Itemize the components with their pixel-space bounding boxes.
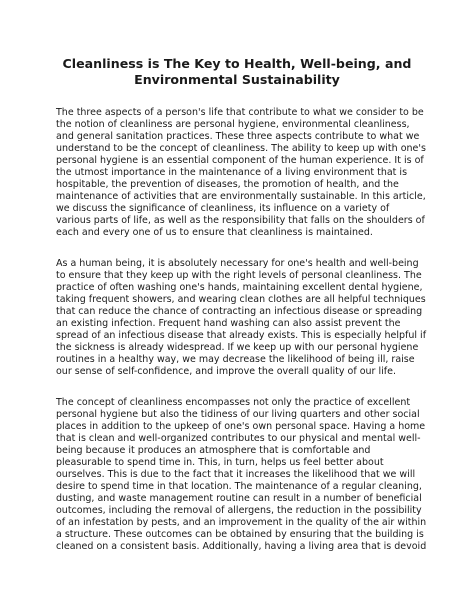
paragraph-line: each and every one of us to ensure that cleanliness is maintained.	[56, 227, 373, 238]
paragraph-line: desire to spend time in that location. The maintenance of a regular cleaning,	[56, 481, 422, 492]
paragraph-intro	[56, 107, 432, 239]
paragraph-line: we discuss the significance of cleanliness, its influence on a variety of	[56, 203, 390, 214]
paragraph-line: understand to be the concept of cleanliness. The ability to keep up with one's	[56, 143, 426, 154]
paragraph-line: places in addition to the upkeep of one's own personal space. Having a home	[56, 421, 426, 432]
paragraph-line: routines in a healthy way, we may decrease the likelihood of being ill, raise	[56, 354, 415, 365]
title-line: Cleanliness is The Key to Health, Well-being, and	[62, 56, 412, 71]
paragraph-line: maintenance of activities that are environmentally sustainable. In this article,	[56, 191, 426, 202]
paragraph-line: and general sanitation practices. These three aspects contribute to what we	[56, 131, 420, 142]
paragraph-line: an existing infection. Frequent hand washing can also assist prevent the	[56, 318, 401, 329]
paragraph-line: being because it produces an atmosphere that is comfortable and	[56, 445, 371, 456]
paragraph-line: personal hygiene is an essential component of the human experience. It is of	[56, 155, 424, 166]
paragraph-line: that is clean and well-organized contributes to our physical and mental well-	[56, 433, 421, 444]
paragraph-line: various parts of life, as well as the responsibility that falls on the shoulders of	[56, 215, 425, 226]
paragraph-line: pleasurable to spend time in. This, in turn, helps us feel better about	[56, 457, 384, 468]
paragraph-line: The three aspects of a person's life that contribute to what we consider to be	[56, 107, 424, 118]
document-title	[40, 56, 434, 88]
paragraph-personal-hygiene	[56, 258, 432, 378]
paragraph-line: The concept of cleanliness encompasses not only the practice of excellent	[56, 397, 411, 408]
paragraph-line: cleaned on a consistent basis. Additionally, having a living area that is devoid	[56, 541, 427, 552]
paragraph-living-spaces	[56, 397, 432, 553]
paragraph-line: dusting, and waste management routine can result in a number of beneficial	[56, 493, 422, 504]
paragraph-line: spread of an infectious disease that already exists. This is especially helpful if	[56, 330, 427, 341]
paragraph-line: that can reduce the chance of contracting an infectious disease or spreading	[56, 306, 423, 317]
paragraph-line: our sense of self-confidence, and improve the overall quality of our life.	[56, 366, 396, 377]
paragraph-line: outcomes, including the removal of allergens, the reduction in the possibility	[56, 505, 422, 516]
paragraph-line: personal hygiene but also the tidiness of our living quarters and other social	[56, 409, 420, 420]
paragraph-line: hospitable, the prevention of diseases, the promotion of health, and the	[56, 179, 399, 190]
paragraph-line: of an infestation by pests, and an improvement in the quality of the air within	[56, 517, 427, 528]
paragraph-line: As a human being, it is absolutely necessary for one's health and well-being	[56, 258, 419, 269]
paragraph-line: to ensure that they keep up with the right levels of personal cleanliness. The	[56, 270, 422, 281]
paragraph-line: the sickness is already widespread. If we keep up with our personal hygiene	[56, 342, 419, 353]
paragraph-line: practice of often washing one's hands, maintaining excellent dental hygiene,	[56, 282, 423, 293]
paragraph-line: the notion of cleanliness are personal hygiene, environmental cleanliness,	[56, 119, 410, 130]
paragraph-line: the utmost importance in the maintenance of a living environment that is	[56, 167, 408, 178]
paragraph-line: taking frequent showers, and wearing clean clothes are all helpful techniques	[56, 294, 426, 305]
paragraph-line: ourselves. This is due to the fact that it increases the likelihood that we will	[56, 469, 416, 480]
paragraph-line: a structure. These outcomes can be obtained by ensuring that the building is	[56, 529, 424, 540]
title-line: Environmental Sustainability	[134, 72, 340, 87]
